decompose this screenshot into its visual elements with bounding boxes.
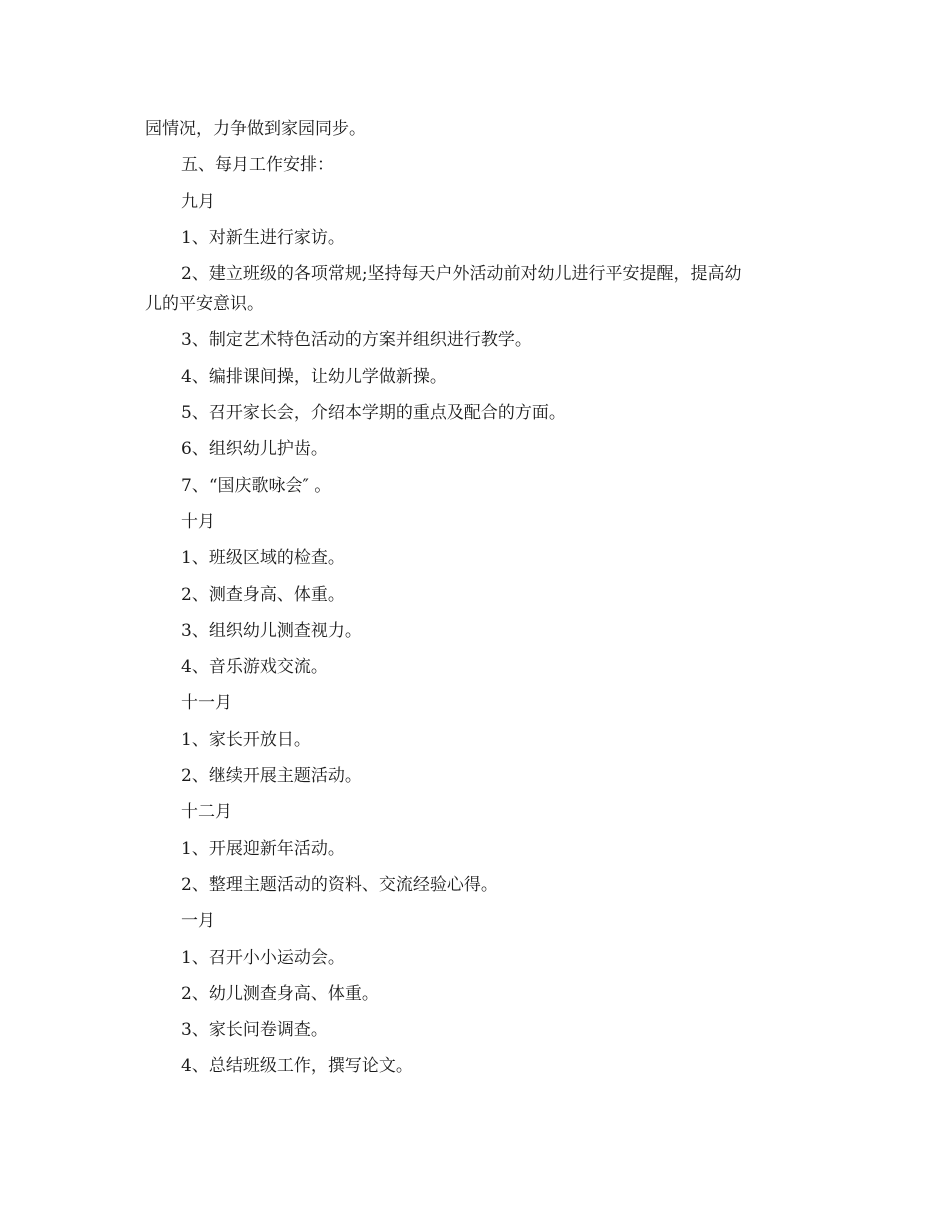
list-item: 3、组织幼儿测查视力。 <box>181 620 362 641</box>
list-item: 2、继续开展主题活动。 <box>181 766 362 787</box>
list-item: 1、开展迎新年活动。 <box>181 838 345 859</box>
text-line: 园情况，力争做到家园同步。 <box>145 119 366 139</box>
list-item: 2、整理主题活动的资料、交流经验心得。 <box>181 874 498 895</box>
list-item-continuation: 儿的平安意识。 <box>145 294 264 315</box>
list-item: 1、家长开放日。 <box>181 729 311 750</box>
list-item: 4、编排课间操，让幼儿学做新操。 <box>181 366 447 387</box>
list-item: 4、总结班级工作，撰写论文。 <box>181 1056 413 1077</box>
list-item: 2、测查身高、体重。 <box>181 584 345 605</box>
section-heading: 五、每月工作安排： <box>181 155 334 176</box>
list-item: 1、班级区域的检查。 <box>181 548 345 569</box>
list-item: 6、组织幼儿护齿。 <box>181 439 328 460</box>
list-item: 4、音乐游戏交流。 <box>181 657 328 678</box>
month-heading-september: 九月 <box>181 191 215 212</box>
month-heading-october: 十月 <box>181 511 215 532</box>
month-heading-november: 十一月 <box>181 693 232 714</box>
list-item: 7、“国庆歌咏会″ 。 <box>181 475 332 496</box>
list-item: 1、召开小小运动会。 <box>181 947 345 968</box>
document-body <box>145 114 805 1088</box>
list-item: 2、幼儿测查身高、体重。 <box>181 983 379 1004</box>
list-item: 1、对新生进行家访。 <box>181 227 345 248</box>
list-item: 3、制定艺术特色活动的方案并组织进行教学。 <box>181 330 532 351</box>
month-heading-december: 十二月 <box>181 802 232 823</box>
list-item: 2、建立班级的各项常规;坚持每天户外活动前对幼儿进行平安提醒，提高幼 <box>181 264 742 285</box>
list-item: 5、召开家长会，介绍本学期的重点及配合的方面。 <box>181 403 566 424</box>
list-item: 3、家长问卷调查。 <box>181 1020 328 1041</box>
month-heading-january: 一月 <box>181 911 215 932</box>
